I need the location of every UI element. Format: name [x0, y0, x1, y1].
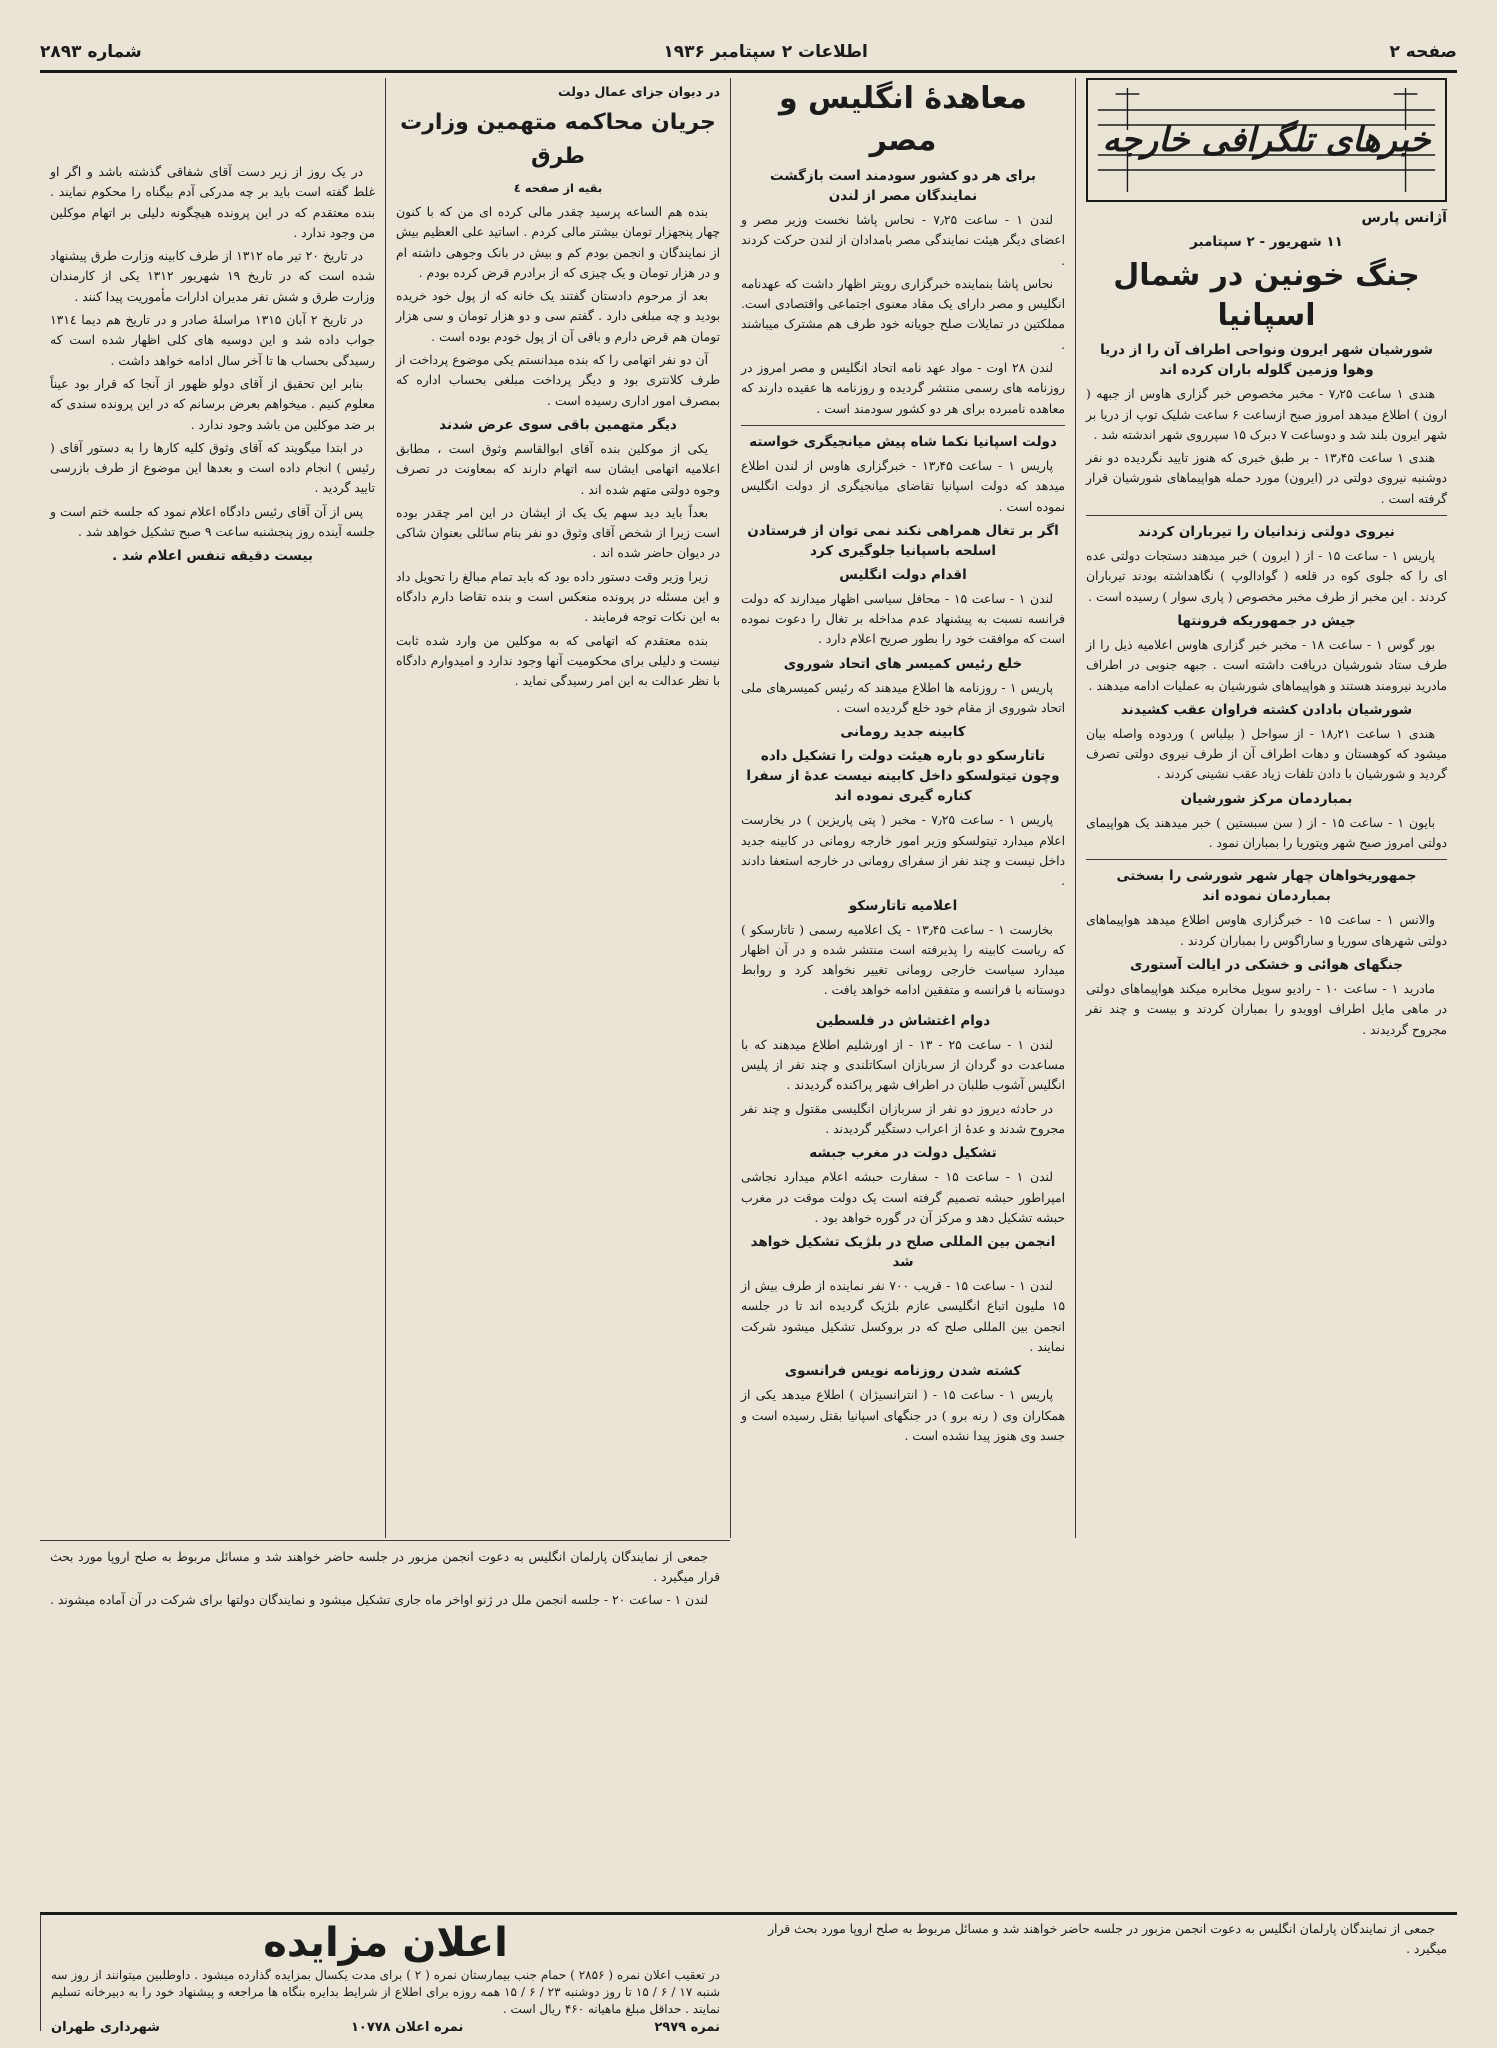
paragraph: در تاریخ ۲۰ تیر ماه ۱۳۱۲ از طرف کابینه وزارت طرق پیشنهاد شده است که در تاریخ ۱۹ شهریور ۱۳۱۲ یکی از کارمندان وزارت طرق و شش نفر مدیران ادارات مأموریت پیدا کنند . — [50, 249, 375, 304]
auction-issuer: شهرداری طهران — [51, 2020, 160, 2035]
subheading: اعلامیه تاتارسکو — [848, 897, 958, 914]
treaty-subhead: برای هر دو کشور سودمند است بازگشت نمایندگان مصر از لندن — [770, 168, 1036, 204]
paragraph: یکی از موکلین بنده آقای ابوالقاسم وثوق است ، مطابق اعلامیه اتهامی ایشان سه اتهام دارند که بمعاونت در تصرف وجوه دولتی متهم شده اند . — [396, 441, 720, 497]
subheading: کابینه جدید رومانی — [840, 724, 966, 741]
issue-number: شماره ۲۸۹۳ — [40, 42, 142, 62]
paragraph: لندن ۱ - ساعت ۲۵ - ۱۳ - از اورشلیم اطلاع میدهند که با مساعدت دو گردان از سربازان اسکاتلندی و چند نفر از پلیس انگلیس آشوب طلبان در اطراف شهر پراکنده گردیدند . — [741, 1037, 1065, 1093]
spain-subhead: شورشیان شهر ایرون ونواحی اطراف آن را از دریا وهوا وزمین گلوله باران کرده اند — [1100, 342, 1433, 379]
paragraph: جمعی از نمایندگان پارلمان انگلیس به دعوت انجمن مزبور در جلسه حاضر خواهند شد و مسائل مربوط به صلح اروپا مورد بحث قرار میگیرد . — [768, 1922, 1447, 1956]
subheading: دیگر متهمین باقی سوی عرض شدند — [439, 416, 677, 433]
paragraph: پاریس ۱ - روزنامه ها اطلاع میدهند که رئیس کمیسرهای ملی اتحاد شوروی از مقام خود خلع گردیده است . — [741, 680, 1065, 716]
paragraph: بنده معتقدم که اتهامی که به موکلین من وارد شده ثابت نیست و دلیلی برای محکومیت آنها وجود ندارد و امیدوارم دادگاه با نظر عدالت به این امر رسیدگی نماید . — [396, 633, 720, 689]
subheading: خلع رئیس کمیسر های اتحاد شوروی — [783, 655, 1023, 672]
subheading: تشکیل دولت در مغرب جبشه — [809, 1145, 997, 1162]
paragraph: لندن ۱ - ساعت ۱۵ - محافل سیاسی اظهار میدارند که دولت فرانسه نسبت به پیشنهاد عدم مداخله بر تغال را دعوت نموده است که موافقت خود را بطور صریح اعلام دارد . — [741, 591, 1065, 647]
divider — [1086, 859, 1447, 860]
issue-date: اطلاعات ۲ سپتامبر ۱۹۳۶ — [663, 42, 868, 62]
subheading: شورشیان بادادن کشته فراوان عقب کشیدند — [1120, 701, 1413, 718]
trial-kicker: در دیوان جزای عمال دولت — [557, 84, 720, 99]
divider — [1086, 515, 1447, 516]
headline-spacer — [50, 78, 375, 162]
subheading: انجمن بین المللی صلح در بلژیک تشکیل خواهد شد — [750, 1234, 1056, 1271]
paragraph: در ابتدا میگویند که آقای وثوق کلیه کارها را به دستور آقای ( رئیس ) انجام داده است و بعدها این موضوع از طرف بازرسی تایید گردید . — [50, 440, 375, 496]
paragraph: بنابر این تحقیق از آقای دولو ظهور از آنجا که قرار بود عیناً معلوم کنیم . میخواهم بعرض برسانم که در این پرونده سندی که بر ضد موکلین من باشد وجود ندارد . — [50, 376, 375, 432]
subheading: نیروی دولتی زندانیان را تیرباران کردند — [1138, 524, 1395, 541]
paragraph: پاریس ۱ - ساعت ۱۳٫۴۵ - خبرگزاری هاوس از لندن اطلاع میدهد که دولت اسپانیا تقاضای میانجیگری از دولت انگلیس نموده است . — [741, 458, 1065, 514]
foreign-news-banner — [1086, 78, 1447, 202]
dateline: ۱۱ شهریور - ۲ سپتامبر — [1190, 234, 1343, 251]
auction-notice — [40, 1915, 730, 2035]
paragraph: جمعی از نمایندگان پارلمان انگلیس به دعوت انجمن مزبور در جلسه حاضر خواهند شد و مسائل مربوط به صلح اروپا مورد بحث قرار میگیرد . — [50, 1550, 720, 1584]
trial-headline: جریان محاکمه متهمین وزارت طرق — [400, 110, 716, 169]
paragraph: پاریس ۱ - ساعت ۷٫۲۵ - مخبر ( پتی پاریزین ) در بخارست اعلام میدارد تیتولسکو وزیر امور خارجه رومانی در کابینه جدید داخل نیست و چند نفر از سفرای رومانی در خارجه استعفا دادند . — [741, 813, 1065, 889]
column-trial-b — [40, 78, 385, 1538]
subheading: کشته شدن روزنامه نویس فرانسوی — [784, 1363, 1022, 1380]
auction-body: در تعقیب اعلان نمره ( ۲۸۵۶ ) حمام جنب بیمارستان نمره ( ۲ ) برای مدت یکسال بمزایده گذارده میشود . داوطلبین میتوانند از روز سه شنبه ۱۷ / ۶ / ۱۵ تا روز دوشنبه ۲۳ / ۶ / ۱۵ همه روزه برای اطلاع از شرایط بدایره بنگاه ها مراجعه و پیشنهاد خود را به دبیرخانه تسلیم نمایند . حداقل مبلغ ماهیانه ۴۶۰ ریال است . — [51, 1968, 721, 2016]
paragraph: در تاریخ ۲ آبان ۱۳۱۵ مراسلهٔ صادر و در تاریخ هم دیما ۱۳۱٤ جواب داده شد و این دوسیه های کلی اظهار شده است که رسیدگی بحساب ها تا آخر سال ادامه خواهد داشت . — [50, 313, 375, 368]
column-trial-a — [385, 78, 730, 1538]
paragraph: در حادثه دیروز دو نفر از سربازان انگلیسی مقتول و چند نفر مجروح شدند و عدهٔ از اعراب دستگیر گردیدند . — [741, 1101, 1065, 1136]
paragraph: لندن ۱ - ساعت ۷٫۲۵ - نحاس پاشا نخست وزیر مصر و اعضای دیگر هیئت نمایندگی مصر بامدادان از لندن حرکت کردند . — [741, 213, 1065, 268]
column-anglo-egypt — [730, 78, 1075, 1538]
columns — [40, 78, 1457, 1538]
subheading: جمهوریخواهان چهار شهر شورشی را بسختی بمباردمان نموده اند — [1116, 868, 1417, 905]
paragraph: در یک روز از زیر دست آقای شفاقی گذشته باشد و اگر او غلط گفته است باید بر چه مدرکی آدم بیگناه را محکوم نمایند . بنده معتقدم که در این پرونده هیچگونه دلیلی بر اتهام موکلین من وجود ندارد . — [50, 165, 375, 240]
paragraph: لندن ۱ - ساعت ۲۰ - جلسه انجمن ملل در ژنو اواخر ماه جاری تشکیل میشود و نمایندگان دولتها برای شرکت در آن آماده میشوند . — [50, 1593, 708, 1607]
paragraph: بخارست ۱ - ساعت ۱۳٫۴۵ - یک اعلامیه رسمی ( تاتارسکو ) که ریاست کابینه را پذیرفته است منتشر شده و در آن اظهار میدارد سیاست خارجی رومانی تغییر نخواهد کرد و روابط دوستانه با فرانسه و متفقین ادامه خواهد یافت . — [741, 922, 1065, 998]
paragraph: نحاس پاشا بنماینده خبرگزاری رویتر اظهار داشت که عهدنامه انگلیس و مصر دارای یک مقاد معنوی اجتماعی واقتصادی است. مملکتین در تمایلات صلح جویانه خود طرف هم مشترک میباشند . — [741, 276, 1065, 352]
subheading: اگر بر تغال همراهی نکند نمی توان از فرستادن اسلحه باسپانیا جلوگیری کرد — [747, 522, 1059, 559]
divider — [741, 425, 1065, 426]
spain-headline: جنگ خونین در شمال اسپانیا — [1113, 258, 1420, 334]
subheading: تاتارسکو دو باره هیئت دولت را تشکیل داده وچون تیتولسکو داخل کابینه نیست عدهٔ از سفرا کناره گیری نموده اند — [746, 748, 1060, 805]
auction-footer — [51, 2020, 720, 2035]
subheading: جیش در جمهوریکه فرونتها — [1177, 612, 1356, 629]
paragraph: لندن ۲۸ اوت - مواد عهد نامه اتحاد انگلیس و مصر امروز در روزنامه های رسمی منتشر گردیده و روزنامه ها عقیده دارند که معاهده نامبرده برای هر دو کشور سودمند است . — [741, 361, 1065, 416]
paragraph: پاریس ۱ - ساعت ۱۵ - ( انترانسیژان ) اطلاع میدهد یکی از همکاران وی ( رنه برو ) در جنگهای اسپانیا بقتل رسیده است و جسد وی هنوز پیدا نشده است . — [741, 1388, 1065, 1443]
paragraph: بنده هم الساعه پرسید چقدر مالی کرده ای من که با کنون چهار پنجهزار تومان بیشتر مالی کردم . اساتید علی العظیم بیش از نمایندگان و انجمن بودم کم و بیش در بانک وجوهی داشته ام و در هزار تومان و یک چیزی که از برادرم قرض کرده بودم . — [396, 205, 720, 280]
auction-title: اعلان مزایده — [263, 1920, 508, 1966]
paragraph: بایون ۱ - ساعت ۱۵ - از ( سن سبستین ) خبر میدهند یک هواپیمای دولتی امروز صبح شهر ویتوریا را بمباران نمود . — [1086, 815, 1447, 851]
paragraph: پاریس ۱ - ساعت ۱۵ - از ( ایرون ) خبر میدهند دستجات دولتی عده ای را که جلوی کوه در قلعه ( گوادالوپ ) نگاهداشته بودند تیرباران کردند . این مخبر از طرف مخبر مخصوص ( پاری سوار ) رسیده است . — [1086, 549, 1447, 604]
subheading: دوام اغتشاش در فلسطین — [815, 1012, 991, 1029]
paragraph: بعداً باید دید سهم یک یک از ایشان در این امر چقدر بوده است زیرا از شخص آقای وثوق دو نفر بنام سائلی بعنوان شاکی در دیوان حاضر شده اند . — [396, 505, 720, 561]
masthead — [40, 34, 1457, 73]
continued-note: بقیه از صفحه ٤ — [513, 181, 603, 195]
tail-section — [40, 1540, 730, 1906]
paragraph: آن دو نفر اتهامی را که بنده میدانستم یکی موضوع پرداخت از طرف کلانتری بود و دیگر پرداخت مبلغی بحساب اداره که بمصرف امور اداری رسیده است . — [396, 353, 720, 408]
paragraph: بور گوس ۱ - ساعت ۱۸ - مخبر خبر گزاری هاوس اعلامیه ذیل را از طرف ستاد شورشیان دریافت داشته است . جبهه جنوبی در اطراف مادرید نیرومند هستند و هواپیماهای شورشیان به عملیات ادامه میدهند . — [1086, 637, 1447, 693]
paragraph: بعد از مرحوم دادستان گفتند یک خانه که از پول خود خریده بودید و چه مبلغی دارد . گفتم سی و دو هزار تومان و سی هزار تومان هم قرض دارم و باقی آن از پول خودم بوده است . — [396, 289, 720, 344]
paragraph: والانس ۱ - ساعت ۱۵ - خبرگزاری هاوس اطلاع میدهد هواپیماهای دولتی شهرهای سوریا و ساراگوس را بمباران کردند . — [1086, 913, 1447, 948]
page-number: صفحه ۲ — [1389, 42, 1457, 62]
subheading: اقدام دولت انگلیس — [839, 566, 967, 583]
subheading: دولت اسپانیا نکما شاه پیش میانجیگری خواسته — [749, 433, 1057, 450]
paragraph: لندن ۱ - ساعت ۱۵ - قریب ۷۰۰ نفر نماینده از طرف بیش از ۱۵ ملیون اتباع انگلیسی عازم بلژیک گردیده اند تا در جلسه انجمن بین المللی صلح که در بروکسل تشکیل میشود شرکت نمایند . — [741, 1279, 1065, 1354]
bottom-strip — [40, 1912, 1457, 2035]
paragraph: هندی ۱ ساعت ۱۸٫۲۱ - از سواحل ( بیلباس ) وردوده واصله بیان میشود که کوهستان و دهات اطراف آن از طرف نیروی دولتی تصرف گردید و شورشیان با دادن تلفات زیاد عقب نشینی کردند . — [1086, 726, 1447, 782]
paragraph: زیرا وزیر وقت دستور داده بود که باید تمام مبالغ را تحویل داد و این مسئله در پرونده منعکس است و بنده تقاضا دارم دادگاه به این نکات توجه فرمایند . — [396, 569, 720, 625]
treaty-headline: معاهدهٔ انگلیس و مصر — [778, 81, 1028, 158]
news-agency: آژانس پارس — [1361, 210, 1447, 226]
recess-note: بیست دقیقه تنفس اعلام شد . — [112, 548, 313, 565]
bottom-news — [730, 1915, 1457, 2031]
paragraph: پس از آن آقای رئیس دادگاه اعلام نمود که جلسه ختم است و جلسه آینده روز پنجشنبه ساعت ۹ صبح تشکیل خواهد شد . — [50, 504, 375, 540]
paragraph: مادرید ۱ - ساعت ۱۰ - رادیو سویل مخابره میکند هواپیماهای دولتی در ماهی مایل اطراف اوویدو را بمباران کردند و بیست و چند نفر مجروح گردیدند . — [1086, 981, 1447, 1037]
column-foreign-news — [1075, 78, 1457, 1538]
paragraph: هندی ۱ ساعت ۷٫۲۵ - مخبر مخصوص خبر گزاری هاوس از جبهه ( ارون ) اطلاع میدهد امروز صبح ازساعت ۶ ساعت شلیک توپ از دریا بر شهر ایرون بلند شد و دوساعت ۷ دبرک ۱۵ سپرروی شهر اندشته شد . — [1086, 387, 1448, 442]
foreign-news-title: خبرهای تلگرافی خارجه — [1095, 130, 1439, 150]
paragraph: لندن ۱ - ساعت ۱۵ - سفارت حبشه اعلام میدارد نجاشی امپراطور حبشه تصمیم گرفته است یک دولت موقت در مغرب حبشه تشکیل دهد و مرکز آن در گوره خواهد بود . — [741, 1170, 1065, 1225]
paragraph: هندی ۱ ساعت ۱۳٫۴۵ - بر طبق خبری که هنوز تایید نگردیده دو نفر دوشنبه نیروی دولتی در (ایرون) مورد حمله هواپیماهای شورشیان قرار گرفته است . — [1086, 451, 1447, 506]
auction-number: نمره اعلان ۱۰۷۷۸ — [350, 2020, 464, 2035]
auction-ref: نمره ۲۹۷۹ — [654, 2020, 720, 2035]
subheading: بمباردمان مرکز شورشیان — [1180, 790, 1353, 807]
subheading: جنگهای هوائی و خشکی در ایالت آستوری — [1129, 956, 1404, 973]
